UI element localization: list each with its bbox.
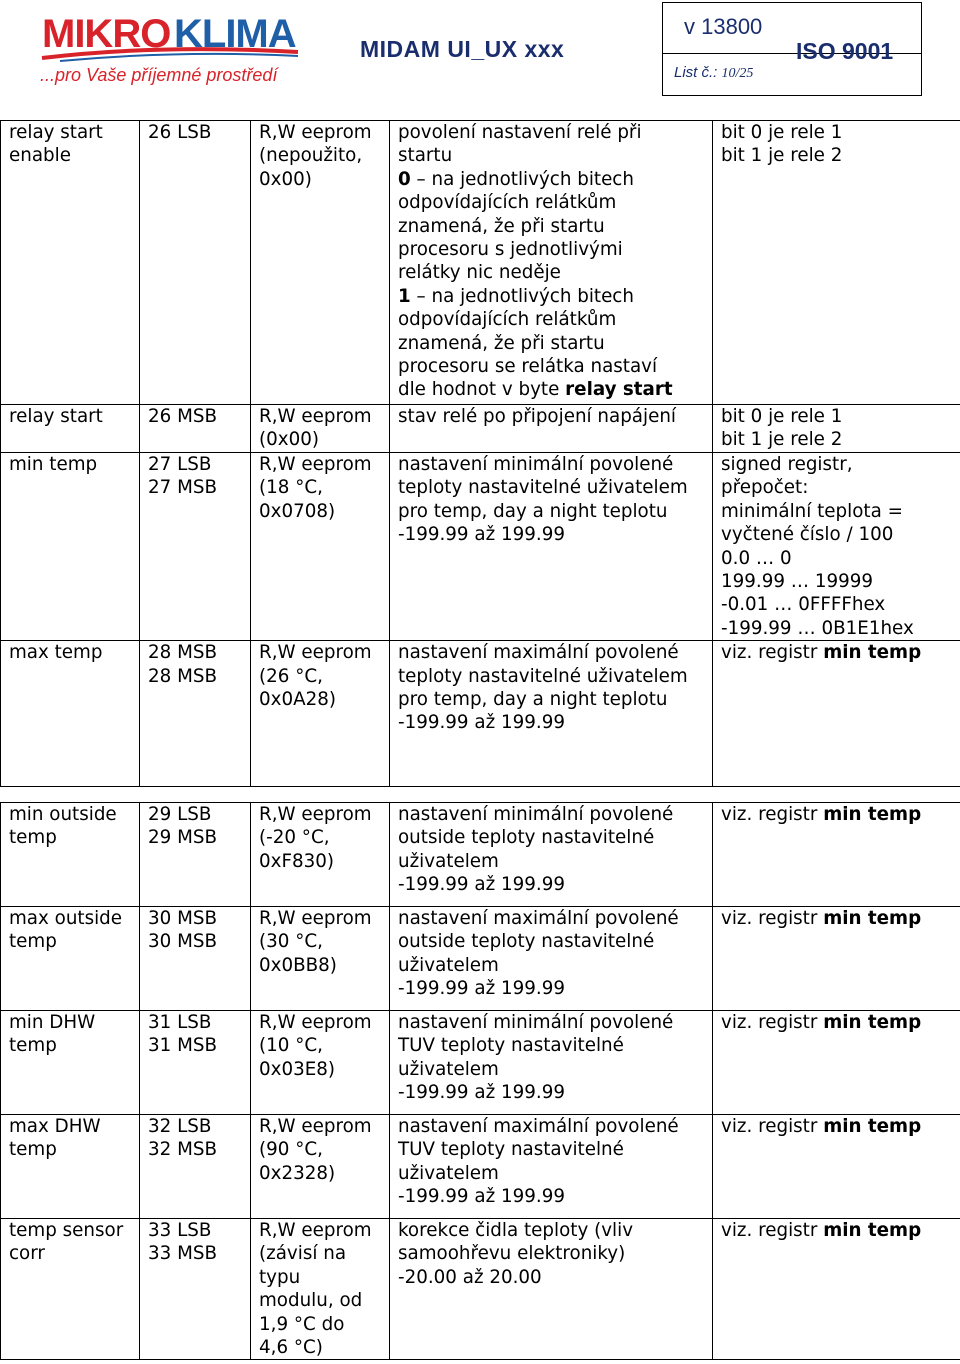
register-name-line: max outside: [9, 908, 123, 929]
register-description-line: [398, 144, 712, 167]
register-description-line: [398, 711, 712, 734]
page-header: [0, 0, 960, 96]
register-address-line: 28 MSB: [148, 642, 217, 664]
register-description-line: [398, 1034, 712, 1057]
logo-mikro-text: MIKRO: [42, 12, 171, 56]
line-text: signed registr,: [721, 454, 853, 475]
register-address-cell: [140, 453, 251, 641]
register-description-line: [398, 1115, 712, 1138]
register-note-line: [721, 1011, 960, 1034]
line-text: viz. registr: [721, 1220, 824, 1241]
line-text: -199.99 až 199.99: [398, 524, 565, 546]
line-text: přepočet:: [721, 477, 809, 499]
register-name-cell: [1, 803, 140, 907]
register-address-cell: [140, 405, 251, 453]
register-description-line: [398, 1162, 712, 1185]
register-note-line: [721, 593, 960, 616]
register-note-line: [721, 1115, 960, 1138]
line-text: minimální teplota =: [721, 500, 903, 522]
line-text: odpovídajících relátkům: [398, 192, 617, 214]
logo-tagline: ...pro Vaše příjemné prostředí: [40, 65, 278, 85]
register-access-line: 0x0A28): [259, 689, 336, 711]
line-text: viz. registr: [721, 1116, 824, 1137]
register-note-line: [721, 428, 960, 451]
register-note-cell: [713, 907, 960, 1011]
register-description-line: [398, 665, 712, 688]
register-description-line: [398, 803, 712, 826]
register-access-line: R,W eeprom: [259, 642, 372, 664]
register-access-cell: [251, 907, 390, 1011]
table-row: [1, 1115, 960, 1219]
register-description-cell: [390, 405, 713, 453]
register-address-line: 31 LSB: [148, 1012, 212, 1033]
register-access-line: 0x2328): [259, 1162, 336, 1184]
register-name-cell: [1, 121, 140, 405]
register-address-line: 27 MSB: [148, 477, 217, 499]
register-access-line: R,W eeprom: [259, 804, 372, 825]
line-text: nastavení maximální povolené: [398, 1116, 679, 1137]
register-description-line: [398, 1219, 712, 1242]
register-name-line: min DHW: [9, 1012, 96, 1033]
line-text: nastavení minimální povolené: [398, 454, 674, 475]
line-text: povolení nastavení relé při: [398, 122, 642, 143]
line-text: -199.99 … 0B1E1hex: [721, 617, 914, 639]
iso-label: ISO 9001: [796, 38, 894, 64]
register-name-line: temp: [9, 1035, 57, 1057]
line-text: TUV teploty nastavitelné: [398, 1035, 624, 1057]
register-description-cell: [390, 907, 713, 1011]
table-row: [1, 1011, 960, 1115]
line-text: -199.99 až 199.99: [398, 874, 565, 896]
line-text: bit 0 je rele 1: [721, 122, 843, 143]
line-text: outside teploty nastavitelné: [398, 931, 655, 953]
register-description-line: [398, 405, 712, 428]
register-name-line: temp: [9, 827, 57, 849]
register-note-line: [721, 453, 960, 476]
register-access-line: 0x03E8): [259, 1058, 336, 1080]
line-text: -199.99 až 199.99: [398, 1082, 565, 1104]
register-access-line: (-20 °C,: [259, 827, 330, 849]
line-text: viz. registr: [721, 1012, 824, 1033]
register-access-line: (26 °C,: [259, 665, 323, 687]
register-name-line: relay start: [9, 122, 103, 143]
line-text: stav relé po připojení napájení: [398, 406, 677, 427]
register-name-cell: [1, 453, 140, 641]
register-address-line: 33 LSB: [148, 1220, 212, 1241]
register-address-line: 29 LSB: [148, 804, 212, 825]
register-address-line: 33 MSB: [148, 1243, 217, 1265]
register-access-line: (závisí na: [259, 1243, 347, 1265]
register-table-2: [0, 802, 960, 1360]
register-access-cell: [251, 1011, 390, 1115]
register-name-line: relay start: [9, 406, 103, 427]
register-note-line: [721, 547, 960, 570]
register-description-line: [398, 1185, 712, 1208]
register-description-line: [398, 121, 712, 144]
bold-reference: relay start: [565, 379, 673, 401]
bold-reference: min temp: [823, 642, 922, 664]
register-description-cell: [390, 641, 713, 787]
register-note-line: [721, 144, 960, 167]
register-access-line: R,W eeprom: [259, 122, 372, 143]
register-description-cell: [390, 453, 713, 641]
register-description-line: [398, 453, 712, 476]
line-text: uživatelem: [398, 1162, 499, 1184]
bold-reference: min temp: [823, 908, 922, 929]
register-name-line: enable: [9, 145, 71, 167]
page-indicator: [674, 64, 753, 82]
register-note-line: [721, 1219, 960, 1242]
register-access-line: R,W eeprom: [259, 454, 372, 475]
table-row: [1, 453, 960, 641]
register-description-line: [398, 355, 712, 378]
register-name-line: temp sensor: [9, 1220, 124, 1241]
line-text: uživatelem: [398, 1058, 499, 1080]
page-number: 10/25: [721, 66, 754, 81]
register-access-line: 0x0BB8): [259, 954, 337, 976]
register-note-line: [721, 570, 960, 593]
register-access-line: 0xF830): [259, 850, 334, 872]
line-text: -199.99 až 199.99: [398, 712, 565, 734]
register-name-cell: [1, 405, 140, 453]
register-name-cell: [1, 1219, 140, 1360]
line-text: startu: [398, 145, 453, 167]
page-label: List č.:: [674, 64, 722, 81]
line-text: – na jednotlivých bitech: [410, 168, 634, 190]
register-note-line: [721, 907, 960, 930]
line-text: outside teploty nastavitelné: [398, 827, 655, 849]
bold-value: 1: [398, 285, 411, 307]
register-description-line: [398, 826, 712, 849]
line-text: – na jednotlivých bitech: [410, 285, 634, 307]
register-description-line: [398, 308, 712, 331]
register-access-line: (30 °C,: [259, 931, 323, 953]
line-text: korekce čidla teploty (vliv: [398, 1220, 634, 1241]
register-access-line: R,W eeprom: [259, 908, 372, 929]
register-address-line: 29 MSB: [148, 827, 217, 849]
register-name-cell: [1, 907, 140, 1011]
register-access-line: (18 °C,: [259, 477, 323, 499]
register-note-line: [721, 121, 960, 144]
register-description-line: [398, 1242, 712, 1265]
register-note-line: [721, 803, 960, 826]
register-name-cell: [1, 641, 140, 787]
table-row: [1, 641, 960, 787]
line-text: uživatelem: [398, 850, 499, 872]
register-description-line: [398, 688, 712, 711]
register-access-line: (90 °C,: [259, 1139, 323, 1161]
line-text: pro temp, day a night teplotu: [398, 689, 668, 711]
register-access-line: 1,9 °C do: [259, 1313, 345, 1335]
line-text: vyčtené číslo / 100: [721, 524, 894, 546]
line-text: bit 1 je rele 2: [721, 429, 843, 451]
register-description-line: [398, 1081, 712, 1104]
line-text: bit 0 je rele 1: [721, 406, 843, 427]
line-text: nastavení minimální povolené: [398, 1012, 674, 1033]
register-description-line: [398, 261, 712, 284]
line-text: dle hodnot v byte: [398, 379, 566, 401]
register-name-line: max DHW: [9, 1116, 101, 1137]
line-text: viz. registr: [721, 804, 824, 825]
register-note-cell: [713, 405, 960, 453]
register-description-cell: [390, 1219, 713, 1360]
register-name-line: temp: [9, 931, 57, 953]
line-text: teploty nastavitelné uživatelem: [398, 665, 688, 687]
register-access-line: R,W eeprom: [259, 1012, 372, 1033]
register-description-line: [398, 1138, 712, 1161]
register-name-line: corr: [9, 1243, 45, 1265]
register-description-line: [398, 907, 712, 930]
register-description-line: [398, 500, 712, 523]
register-description-line: [398, 1058, 712, 1081]
register-address-cell: [140, 1011, 251, 1115]
register-access-line: R,W eeprom: [259, 1116, 372, 1137]
register-description-cell: [390, 1115, 713, 1219]
register-address-line: 26 LSB: [148, 122, 212, 143]
register-description-line: [398, 850, 712, 873]
register-note-line: [721, 523, 960, 546]
register-note-cell: [713, 453, 960, 641]
register-description-line: [398, 523, 712, 546]
line-text: nastavení minimální povolené: [398, 804, 674, 825]
register-note-cell: [713, 1011, 960, 1115]
bold-reference: min temp: [823, 1220, 922, 1241]
register-description-line: [398, 1266, 712, 1289]
register-address-line: 31 MSB: [148, 1035, 217, 1057]
register-description-line: [398, 954, 712, 977]
register-access-cell: [251, 1115, 390, 1219]
bold-reference: min temp: [823, 804, 922, 825]
register-name-line: min outside: [9, 804, 117, 825]
register-access-cell: [251, 453, 390, 641]
line-text: -199.99 až 199.99: [398, 1186, 565, 1208]
register-note-line: [721, 476, 960, 499]
register-access-line: 0x0708): [259, 500, 336, 522]
register-note-cell: [713, 121, 960, 405]
line-text: pro temp, day a night teplotu: [398, 500, 668, 522]
register-address-line: 26 MSB: [148, 406, 217, 427]
register-description-cell: [390, 1011, 713, 1115]
register-access-cell: [251, 803, 390, 907]
register-access-cell: [251, 405, 390, 453]
register-description-line: [398, 930, 712, 953]
register-note-cell: [713, 1115, 960, 1219]
line-text: TUV teploty nastavitelné: [398, 1139, 624, 1161]
register-name-cell: [1, 1115, 140, 1219]
register-access-line: (nepoužito,: [259, 145, 363, 167]
register-access-line: R,W eeprom: [259, 1220, 372, 1241]
register-address-line: 30 MSB: [148, 908, 217, 929]
line-text: nastavení maximální povolené: [398, 908, 679, 929]
register-description-cell: [390, 803, 713, 907]
register-note-line: [721, 500, 960, 523]
register-note-line: [721, 617, 960, 640]
register-address-cell: [140, 1115, 251, 1219]
register-access-line: typu: [259, 1266, 301, 1288]
register-access-line: modulu, od: [259, 1290, 363, 1312]
register-note-cell: [713, 803, 960, 907]
register-address-cell: [140, 641, 251, 787]
register-address-cell: [140, 907, 251, 1011]
line-text: procesoru s jednotlivými: [398, 239, 623, 261]
register-address-line: 32 MSB: [148, 1139, 217, 1161]
table-row: [1, 1219, 960, 1360]
register-access-line: (10 °C,: [259, 1035, 323, 1057]
register-description-line: [398, 285, 712, 308]
line-text: -20.00 až 20.00: [398, 1266, 542, 1288]
register-access-cell: [251, 121, 390, 405]
line-text: samoohřevu elektroniky): [398, 1243, 626, 1265]
table-row: [1, 405, 960, 453]
line-text: bit 1 je rele 2: [721, 145, 843, 167]
register-description-line: [398, 476, 712, 499]
register-description-line: [398, 1011, 712, 1034]
register-description-line: [398, 215, 712, 238]
register-note-cell: [713, 1219, 960, 1360]
line-text: 0.0 … 0: [721, 547, 792, 569]
register-address-line: 28 MSB: [148, 665, 217, 687]
line-text: odpovídajících relátkům: [398, 309, 617, 331]
table-row: [1, 121, 960, 405]
register-description-line: [398, 191, 712, 214]
line-text: viz. registr: [721, 908, 824, 929]
register-access-cell: [251, 1219, 390, 1360]
register-description-line: [398, 977, 712, 1000]
line-text: viz. registr: [721, 642, 824, 664]
register-access-line: 4,6 °C): [259, 1337, 323, 1359]
register-address-line: 30 MSB: [148, 931, 217, 953]
register-note-cell: [713, 641, 960, 787]
register-description-line: [398, 332, 712, 355]
bold-value: 0: [398, 168, 411, 190]
table-row: [1, 803, 960, 907]
register-address-line: 32 LSB: [148, 1116, 212, 1137]
company-logo: [40, 12, 302, 88]
register-access-line: R,W eeprom: [259, 406, 372, 427]
line-text: -199.99 až 199.99: [398, 978, 565, 1000]
document-title: MIDAM UI_UX xxx: [360, 36, 565, 62]
line-text: nastavení maximální povolené: [398, 642, 679, 664]
register-access-cell: [251, 641, 390, 787]
register-address-cell: [140, 121, 251, 405]
line-text: znamená, že při startu: [398, 215, 605, 237]
line-text: procesoru se relátka nastaví: [398, 356, 658, 378]
line-text: uživatelem: [398, 954, 499, 976]
register-description-cell: [390, 121, 713, 405]
table-row: [1, 907, 960, 1011]
line-text: relátky nic neděje: [398, 262, 561, 284]
register-description-line: [398, 378, 712, 401]
register-description-line: [398, 238, 712, 261]
line-text: 199.99 … 19999: [721, 571, 874, 593]
line-text: -0.01 … 0FFFFhex: [721, 594, 886, 616]
line-text: teploty nastavitelné uživatelem: [398, 477, 688, 499]
register-description-line: [398, 873, 712, 896]
register-table-1: [0, 120, 960, 787]
bold-reference: min temp: [823, 1116, 922, 1137]
bold-reference: min temp: [823, 1012, 922, 1033]
register-name-line: min temp: [9, 454, 98, 475]
register-description-line: [398, 641, 712, 664]
register-name-line: max temp: [9, 642, 103, 664]
logo-swoosh-icon: [40, 46, 302, 62]
register-note-line: [721, 641, 960, 664]
register-note-line: [721, 405, 960, 428]
register-address-line: 27 LSB: [148, 454, 212, 475]
register-access-line: 0x00): [259, 168, 312, 190]
version-label: v 13800: [684, 14, 763, 39]
register-name-cell: [1, 1011, 140, 1115]
register-name-line: temp: [9, 1139, 57, 1161]
logo-klima-text: KLIMA: [174, 12, 296, 56]
line-text: znamená, že při startu: [398, 332, 605, 354]
register-description-line: [398, 168, 712, 191]
register-address-cell: [140, 803, 251, 907]
register-access-line: (0x00): [259, 429, 319, 451]
register-address-cell: [140, 1219, 251, 1360]
